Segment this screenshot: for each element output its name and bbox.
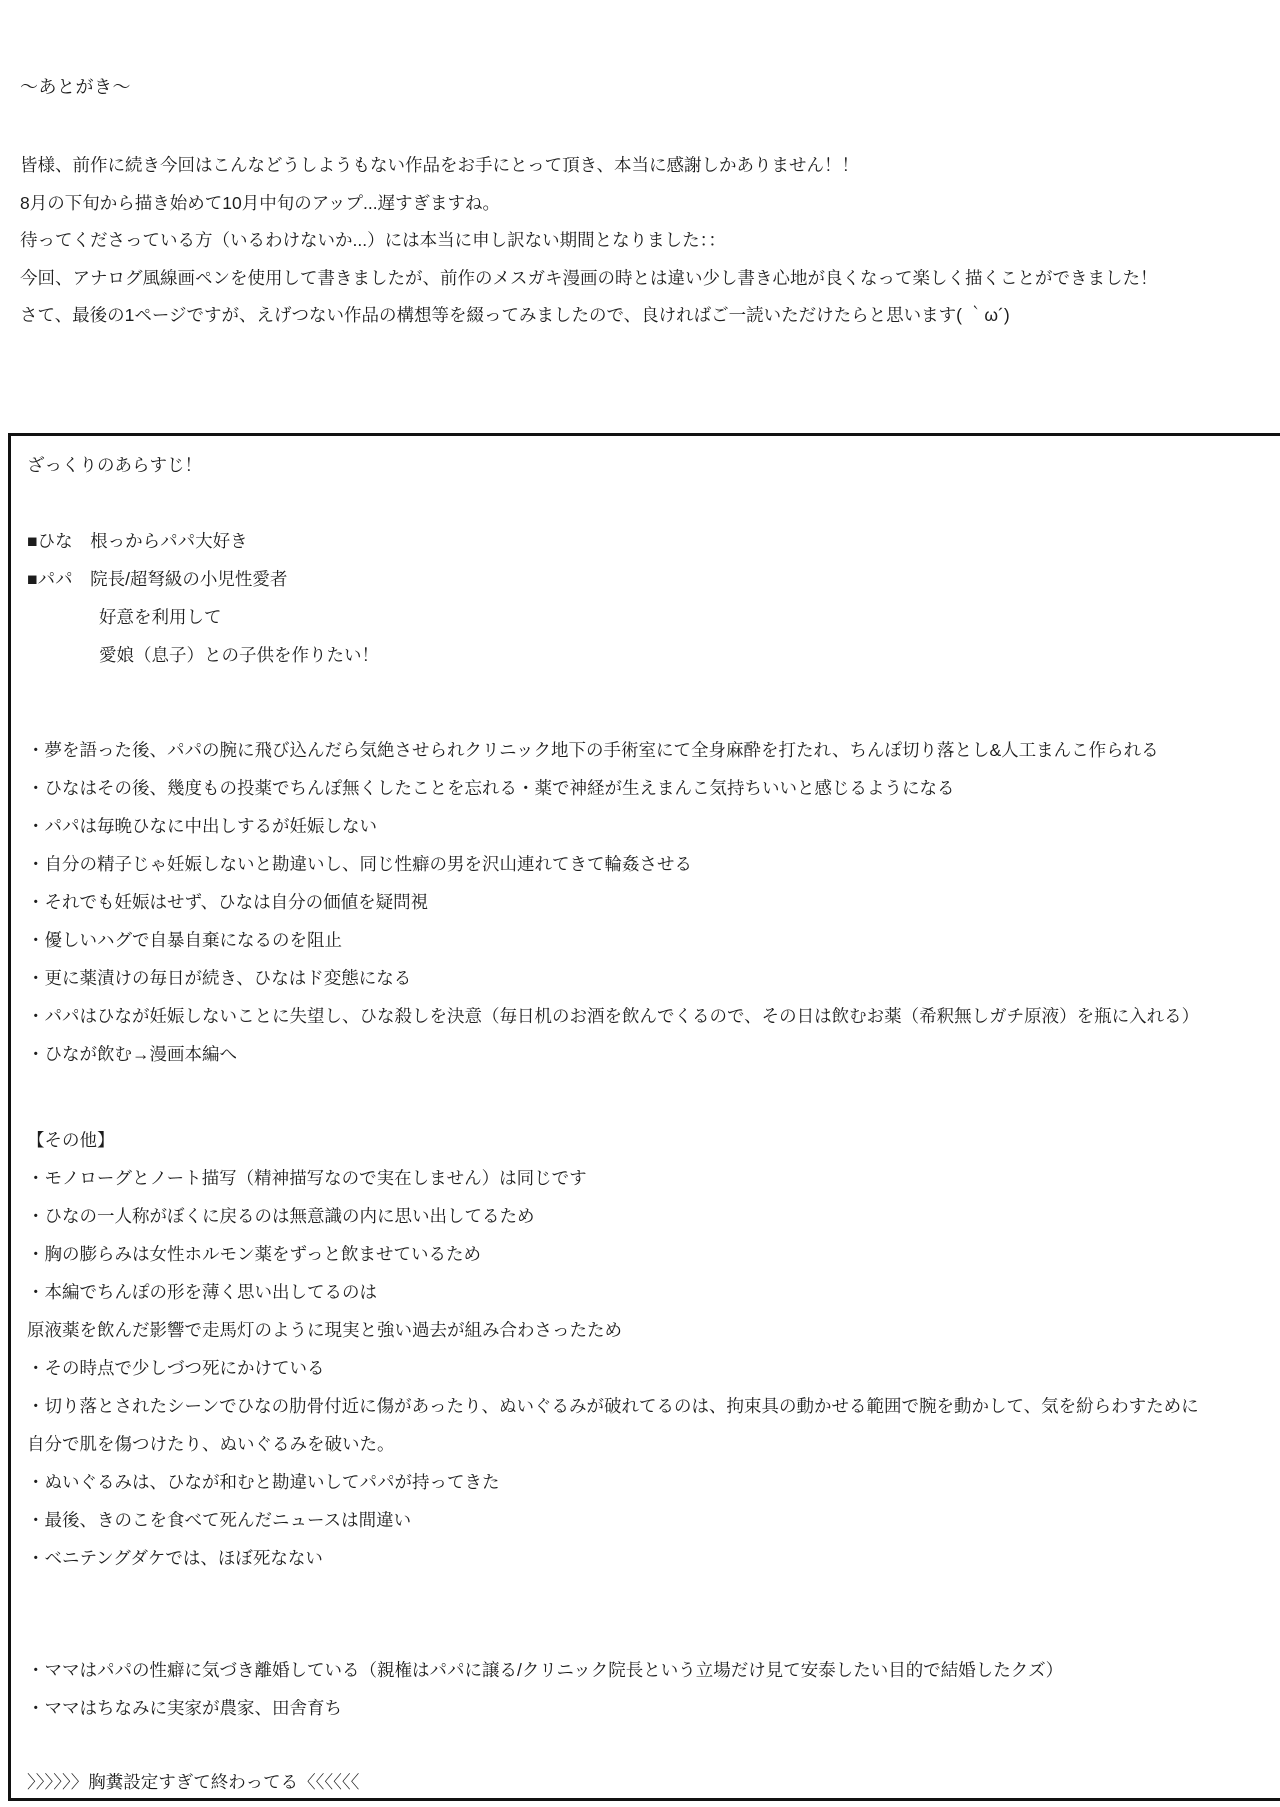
other-line: ・胸の膨らみは女性ホルモン薬をずっと飲ませているため (27, 1244, 481, 1264)
plot-line: ・夢を語った後、パパの腕に飛び込んだら気絶させられクリニック地下の手術室にて全身麻酔を打たれ、ちんぽ切り落とし&人工まんこ作られる (27, 740, 1159, 760)
other-line: ・その時点で少しづつ死にかけている (27, 1358, 325, 1378)
character-line: ■パパ 院長/超弩級の小児性愛者 (27, 569, 288, 589)
other-line: 原液薬を飲んだ影響で走馬灯のように現実と強い過去が組み合わさったため (27, 1320, 622, 1340)
synopsis-box (8, 433, 1280, 1801)
mama-line: ・ママはちなみに実家が農家、田舎育ち (27, 1698, 342, 1718)
spacer (27, 1577, 1280, 1651)
intro-line: 今回、アナログ風線画ペンを使用して書きましたが、前作のメスガキ漫画の時とは違い少し書き心地が良くなって楽しく描くことができました！ (20, 267, 1158, 288)
character-indent-line: 好意を利用して (99, 607, 222, 627)
other-heading: 【その他】 (27, 1130, 115, 1150)
character-indent-line: 愛娘（息子）との子供を作りたい！ (99, 645, 379, 665)
character-line: ■ひな 根っからパパ大好き (27, 531, 248, 551)
spacer (27, 674, 1280, 731)
plot-line: ・優しいハグで自暴自棄になるのを阻止 (27, 930, 342, 950)
other-line: ・ベニテングダケでは、ほぼ死なない (27, 1548, 323, 1568)
intro-line: 待ってくださっている方（いるわけないか...）には本当に申し訳ない期間となりました：： (20, 230, 726, 250)
plot-line: ・更に薬漬けの毎日が続き、ひなはド変態になる (27, 968, 412, 988)
plot-line: ・ひなが飲む→漫画本編へ (27, 1044, 237, 1064)
other-line: ・最後、きのこを食べて死んだニュースは間違い (27, 1510, 412, 1530)
spacer (27, 484, 1280, 522)
plot-line: ・ひなはその後、幾度もの投薬でちんぽ無くしたことを忘れる・薬で神経が生えまんこ気持ちいいと感じるようになる (27, 778, 955, 798)
mama-line: ・ママはパパの性癖に気づき離婚している（親権はパパに譲る/クリニック院長という立場だけ見て安泰したい目的で結婚したクズ） (27, 1660, 1064, 1680)
plot-line: ・パパは毎晩ひなに中出しするが妊娠しない (27, 816, 377, 836)
intro-line: 皆様、前作に続き今回はこんなどうしようもない作品をお手にとって頂き、本当に感謝しかありません！！ (20, 155, 859, 175)
plot-line: ・自分の精子じゃ妊娠しないと勘違いし、同じ性癖の男を沢山連れてきて輪姦させる (27, 854, 692, 874)
other-line: ・モノローグとノート描写（精神描写なので実在しません）は同じです (27, 1168, 587, 1188)
other-line: ・切り落とされたシーンでひなの肋骨付近に傷があったり、ぬいぐるみが破れてるのは、拘束具の動かせる範囲で腕を動かして、気を紛らわすために (27, 1396, 1199, 1416)
intro-paragraphs (20, 147, 1280, 335)
plot-line: ・それでも妊娠はせず、ひなは自分の価値を疑問視 (27, 892, 429, 912)
plot-line: ・パパはひなが妊娠しないことに失望し、ひな殺しを決意（毎日机のお酒を飲んでくるので、その日は飲むお薬（希釈無しガチ原液）を瓶に入れる） (27, 1006, 1200, 1026)
closing-line: 〉〉〉〉〉〉胸糞設定すぎて終わってる〈〈〈〈〈〈 (27, 1772, 360, 1792)
intro-line: 8月の下旬から描き始めて10月中旬のアップ...遅すぎますね。 (20, 192, 501, 213)
spacer (27, 1727, 1280, 1763)
page-title: 〜あとがき〜 (20, 77, 131, 97)
other-line: 自分で肌を傷つけたり、ぬいぐるみを破いた。 (27, 1434, 395, 1454)
spacer (27, 1073, 1280, 1121)
intro-line: さて、最後の1ページですが、えげつない作品の構想等を綴ってみましたので、良ければご一読いただけたらと思います( ｀ω´) (20, 305, 1010, 325)
synopsis-heading: ざっくりのあらすじ！ (27, 455, 202, 475)
other-line: ・ぬいぐるみは、ひなが和むと勘違いしてパパが持ってきた (27, 1472, 500, 1492)
other-line: ・ひなの一人称がぼくに戻るのは無意識の内に思い出してるため (27, 1206, 535, 1226)
other-line: ・本編でちんぽの形を薄く思い出してるのは (27, 1282, 377, 1302)
